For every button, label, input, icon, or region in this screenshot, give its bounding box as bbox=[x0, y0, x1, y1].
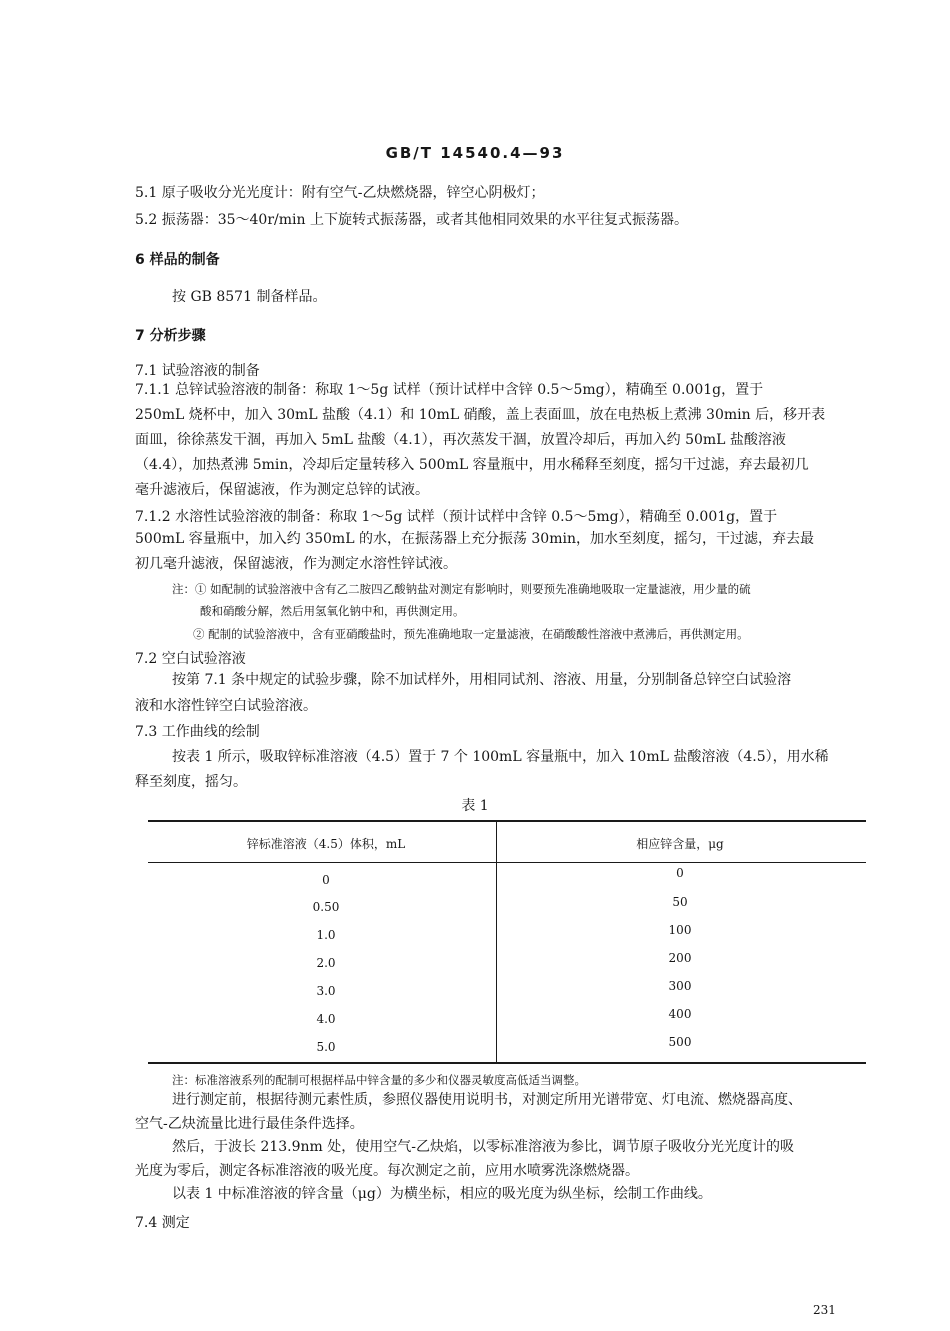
table-cell: 0 bbox=[322, 873, 330, 887]
table-top-rule bbox=[148, 820, 866, 822]
table-cell: 0.50 bbox=[312, 900, 340, 914]
text-line: 面皿，徐徐蒸发干涸，再加入 5mL 盐酸（4.1），再次蒸发干涸，放置冷却后，再加入约 50mL 盐酸溶液 bbox=[135, 432, 786, 448]
table-cell: 200 bbox=[668, 951, 692, 965]
text-line: 以表 1 中标准溶液的锌含量（μg）为横坐标，相应的吸光度为纵坐标，绘制工作曲线。 bbox=[172, 1186, 712, 1202]
text-line: 进行测定前，根据待测元素性质，参照仪器使用说明书，对测定所用光谱带宽、灯电流、燃烧器高度、 bbox=[172, 1092, 802, 1108]
text-line: 5.2 振荡器：35～40r/min 上下旋转式振荡器，或者其他相同效果的水平往复式振荡器。 bbox=[135, 212, 688, 228]
text-line: 5.1 原子吸收分光光度计：附有空气-乙炔燃烧器，锌空心阴极灯； bbox=[135, 185, 545, 201]
table-cell: 0 bbox=[676, 866, 684, 880]
text-line: 7.1.1 总锌试验溶液的制备：称取 1～5g 试样（预计试样中含锌 0.5～5mg），精确至 0.001g，置于 bbox=[135, 382, 764, 398]
text-line: 250mL 烧杯中，加入 30mL 盐酸（4.1）和 10mL 硝酸，盖上表面皿，放在电热板上煮沸 30min 后，移开表 bbox=[135, 407, 826, 423]
text-line: 光度为零后，测定各标准溶液的吸光度。每次测定之前，应用水喷雾洗涤燃烧器。 bbox=[135, 1163, 639, 1179]
subsection-heading: 7.2 空白试验溶液 bbox=[135, 651, 246, 667]
text-line: 按第 7.1 条中规定的试验步骤，除不加试样外，用相同试剂、溶液、用量，分别制备总锌空白试验溶 bbox=[172, 672, 792, 688]
text-line: 空气-乙炔流量比进行最佳条件选择。 bbox=[135, 1116, 364, 1132]
table-cell: 5.0 bbox=[316, 1040, 336, 1054]
text-line: 毫升滤液后，保留滤液，作为测定总锌的试液。 bbox=[135, 482, 429, 498]
table-cell: 400 bbox=[668, 1007, 692, 1021]
subsection-heading: 7.4 测定 bbox=[135, 1215, 190, 1231]
table-cell: 50 bbox=[672, 895, 688, 909]
table-cell: 3.0 bbox=[316, 984, 336, 998]
text-line: 然后，于波长 213.9nm 处，使用空气-乙炔焰，以零标准溶液为参比，调节原子吸收分光光度计的吸 bbox=[172, 1139, 794, 1155]
note-line: 注：① 如配制的试验溶液中含有乙二胺四乙酸钠盐对测定有影响时，则要预先准确地吸取一定量滤液，用少量的硫 bbox=[172, 582, 751, 596]
table-bottom-rule bbox=[148, 1062, 866, 1064]
text-line: 释至刻度，摇匀。 bbox=[135, 774, 247, 790]
text-line: 液和水溶性锌空白试验溶液。 bbox=[135, 698, 317, 714]
table-cell: 500 bbox=[668, 1035, 692, 1049]
table-cell: 4.0 bbox=[316, 1012, 336, 1026]
text-line: 初几毫升滤液，保留滤液，作为测定水溶性锌试液。 bbox=[135, 556, 457, 572]
subsection-heading: 7.3 工作曲线的绘制 bbox=[135, 724, 260, 740]
text-line: 7.1.2 水溶性试验溶液的制备：称取 1～5g 试样（预计试样中含锌 0.5～5mg），精确至 0.001g，置于 bbox=[135, 509, 778, 525]
text-line: （4.4），加热煮沸 5min，冷却后定量转移入 500mL 容量瓶中，用水稀释至刻度，摇匀干过滤，弃去最初几 bbox=[135, 457, 809, 473]
page-header: GB/T 14540.4—93 bbox=[385, 144, 565, 162]
page-number: 231 bbox=[813, 1303, 836, 1317]
table-header-cell: 锌标准溶液（4.5）体积，mL bbox=[246, 837, 406, 851]
text-line: 按表 1 所示，吸取锌标准溶液（4.5）置于 7 个 100mL 容量瓶中，加入 10mL 盐酸溶液（4.5），用水稀 bbox=[172, 749, 829, 765]
text-line: 按 GB 8571 制备样品。 bbox=[172, 289, 327, 305]
table-caption: 表 1 bbox=[461, 798, 489, 814]
table-cell: 2.0 bbox=[316, 956, 336, 970]
note-line: 注：标准溶液系列的配制可根据样品中锌含量的多少和仪器灵敏度高低适当调整。 bbox=[172, 1073, 586, 1087]
subsection-heading: 7.1 试验溶液的制备 bbox=[135, 363, 260, 379]
table-cell: 300 bbox=[668, 979, 692, 993]
table-cell: 1.0 bbox=[316, 928, 336, 942]
table-header-cell: 相应锌含量，μg bbox=[636, 837, 724, 851]
text-line: 500mL 容量瓶中，加入约 350mL 的水，在振荡器上充分振荡 30min，加水至刻度，摇匀，干过滤，弃去最 bbox=[135, 531, 814, 547]
table-header-rule bbox=[148, 862, 866, 863]
note-line: 酸和硝酸分解，然后用氢氧化钠中和，再供测定用。 bbox=[200, 604, 465, 618]
section-heading: 7 分析步骤 bbox=[135, 328, 206, 344]
section-heading: 6 样品的制备 bbox=[135, 252, 220, 268]
note-line: ② 配制的试验溶液中，含有亚硝酸盐时，预先准确地取一定量滤液，在硝酸酸性溶液中煮沸后，再供测定用。 bbox=[193, 627, 749, 641]
table-cell: 100 bbox=[668, 923, 692, 937]
table-column-divider bbox=[496, 822, 497, 1062]
